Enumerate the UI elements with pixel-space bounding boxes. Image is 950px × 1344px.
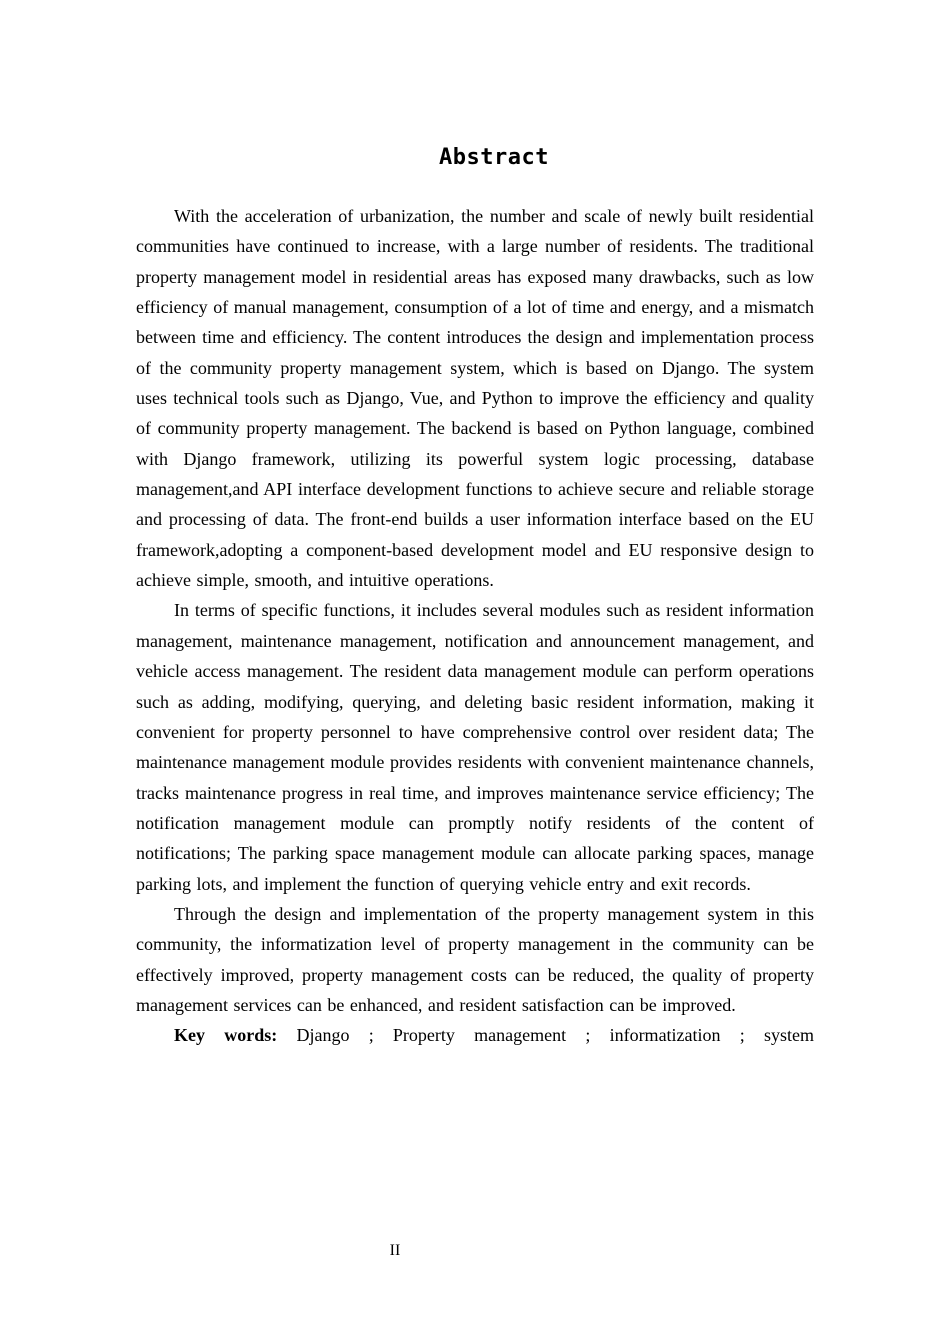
keywords-text: Django ; Property management ; informatization ; system xyxy=(296,1025,815,1046)
abstract-body xyxy=(136,201,814,1051)
abstract-paragraph-2: In terms of specific functions, it includes several modules such as resident information management, maintenance management, notification and announcement management, and vehicle access management. The resident data management module can perform operations such as adding, modifying, querying, and deleting basic resident information, making it convenient for property personnel to have comprehensive control over resident data; The maintenance management module provides residents with convenient maintenance channels, tracks maintenance progress in real time, and improves maintenance service efficiency; The notification management module can promptly notify residents of the content of notifications; The parking space management module can allocate parking spaces, manage parking lots, and implement the function of querying vehicle entry and exit records. xyxy=(136,600,814,894)
abstract-paragraph-3: Through the design and implementation of the property management system in this community, the informatization level of property management in the community can be effectively improved, property management costs can be reduced, the quality of property management services can be enhanced, and resident satisfaction can be improved. xyxy=(136,903,814,1015)
abstract-title: Abstract xyxy=(439,144,549,170)
abstract-paragraph-1: With the acceleration of urbanization, the number and scale of newly built residential communities have continued to increase, with a large number of residents. The traditional property management model in residential areas has exposed many drawbacks, such as low efficiency of manual management, consumption of a lot of time and energy, and a mismatch between time and efficiency. The content introduces the design and implementation process of the community property management system, which is based on Django. The system uses technical tools such as Django, Vue, and Python to improve the efficiency and quality of community property management. The backend is based on Python language, combined with Django framework, utilizing its powerful system logic processing, database management,and API interface development functions to achieve secure and reliable storage and processing of data. The front-end builds a user information interface based on the EU framework,adopting a component-based development model and EU responsive design to achieve simple, smooth, and intuitive operations. xyxy=(136,206,814,591)
keywords-label: Key words: xyxy=(174,1025,278,1046)
page-number: II xyxy=(389,1242,401,1259)
keywords-line xyxy=(136,1020,814,1050)
